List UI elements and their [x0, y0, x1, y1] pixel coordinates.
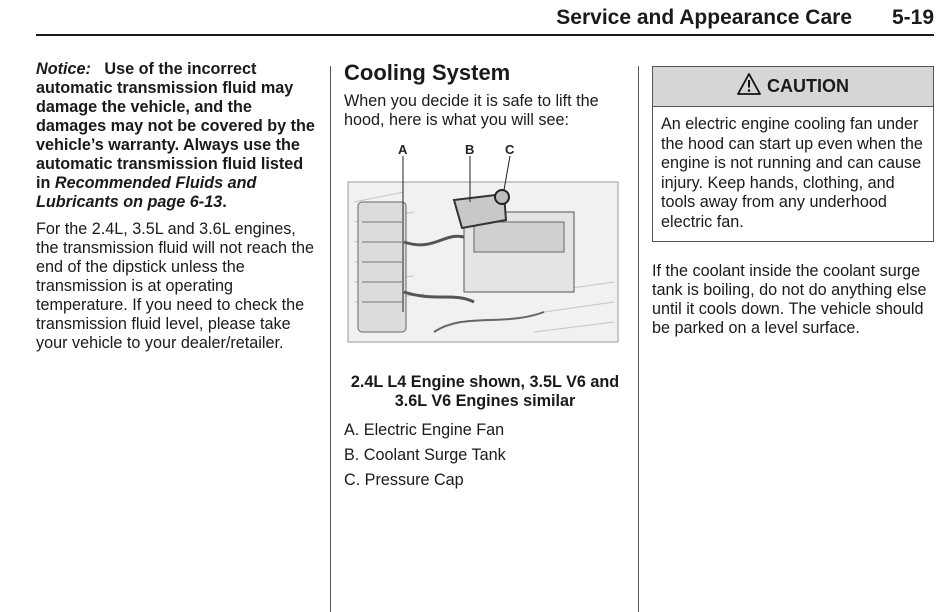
column-divider [330, 66, 331, 612]
figure-legend [344, 421, 626, 490]
callout-c: C [505, 142, 515, 157]
caution-label: CAUTION [767, 76, 849, 96]
coolant-paragraph: If the coolant inside the coolant surge tank is boiling, do not do anything else until it cools down. The vehicle should be parked on a level surface. [652, 261, 927, 337]
figure-caption: 2.4L L4 Engine shown, 3.5L V6 and 3.6L V6 Engines similar [350, 373, 620, 410]
notice-paragraph [36, 60, 320, 212]
left-column [36, 60, 320, 353]
right-column [652, 60, 934, 338]
caution-box [652, 66, 934, 242]
legend-item: C. Pressure Cap [344, 471, 464, 489]
legend-item: A. Electric Engine Fan [344, 421, 505, 439]
page-title: Service and Appearance Care [556, 6, 852, 29]
engine-illustration [344, 142, 620, 357]
column-divider [638, 66, 639, 612]
notice-label: Notice: [36, 60, 91, 78]
notice-text: Use of the incorrect automatic transmission fluid may damage the vehicle, and the damages may not be covered by the vehicle’s warranty. Always use the automatic transmission fluid listed in [36, 60, 315, 192]
caution-header [653, 67, 933, 107]
notice-reference: Recommended Fluids and Lubricants on page 6-13 [36, 174, 257, 211]
notice-end: . [222, 193, 227, 211]
transmission-paragraph: For the 2.4L, 3.5L and 3.6L engines, the transmission fluid will not reach the end of the dipstick unless the transmission is at operating temperature. If you need to check the transmission fluid level, please take your vehicle to your dealer/retailer. [36, 220, 315, 352]
page-number: 5-19 [891, 6, 934, 29]
legend-item: B. Coolant Surge Tank [344, 446, 506, 464]
caution-text: An electric engine cooling fan under the hood can start up even when the engine is not running and can cause injury. Keep hands, clothing, and tools away from any underhood electric fan. [661, 115, 923, 231]
page-header [36, 0, 934, 36]
warning-triangle-icon [737, 73, 761, 100]
middle-column [344, 60, 626, 496]
section-title: Cooling System [344, 60, 511, 85]
callout-a: A [398, 142, 408, 157]
intro-text: When you decide it is safe to lift the hood, here is what you will see: [344, 92, 599, 129]
callout-b: B [465, 142, 475, 157]
